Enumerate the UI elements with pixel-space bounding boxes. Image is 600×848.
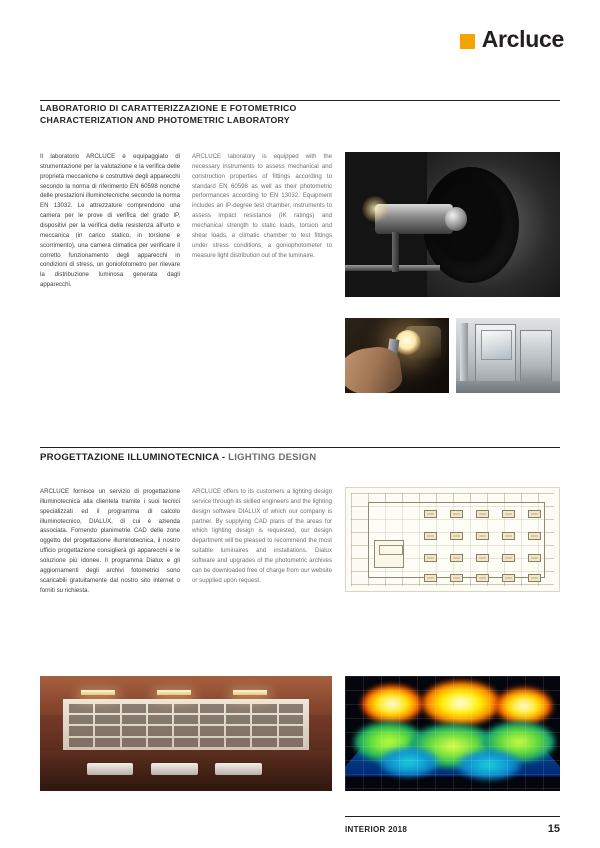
plan-luminaire [502, 510, 515, 518]
plan-luminaire [476, 554, 489, 562]
falsecolor-grid [345, 676, 560, 791]
section2-title-it: PROGETTAZIONE ILLUMINOTECNICA - [40, 452, 229, 463]
chamber-unit-main [475, 324, 517, 387]
render-desk [87, 763, 134, 775]
section1-divider [40, 100, 560, 101]
section2-heading [40, 452, 560, 463]
plan-luminaire [502, 574, 515, 582]
darkroom-illustration [345, 152, 560, 297]
dialux-floor-plan-drawing [345, 487, 560, 592]
plan-luminaire [450, 554, 463, 562]
plan-luminaire [450, 574, 463, 582]
plan-luminaire [528, 574, 541, 582]
section1-body-italian: Il laboratorio ARCLUCE è equipaggiato di strumentazione per la valutazione e la verifica delle proprietà meccaniche e costruttive degli apparecchi secondo la norma di riferimento EN 60598 nonché delle prestazioni illuminotecniche secondo la norma EN 13032. Le attrezzature comprendono una camera per le prove di verifica del grado IP, dispositivi per la verifica della resistenza all'urto e meccanica (in carico statico, in torsione e scorrimento), una camera climatica per verificare il corretto funzionamento degli apparecchi in condizioni di stress, un goniofotometro per rilevare la distribuzione luminosa generata dagli apparecchi. [40, 153, 180, 289]
plan-sub-room [374, 540, 404, 568]
section2-body-english: ARCLUCE offers to its customers a lighting design service through its skilled engineers and the lighting design software DIALUX of which our company is partner. By supplying CAD plans of the areas for which lighting design is requested, our design department will be pleased to recommend the most suitable luminaires and installations. Dialux software and upgrades of the photometric archives can be downloaded free of charge from our website or supplied upon request. [192, 488, 332, 584]
footer-catalog-label: INTERIOR 2018 [345, 825, 408, 834]
false-color-illuminance-render [345, 676, 560, 791]
brand-mark-icon [460, 34, 475, 49]
plan-luminaire [450, 532, 463, 540]
section2-divider [40, 447, 560, 448]
brand-name: Arcluce [481, 26, 564, 52]
chamber-pipe [460, 323, 468, 389]
plan-luminaire [424, 532, 437, 540]
render-luminaire [81, 690, 115, 695]
section1-title-it: LABORATORIO DI CARATTERIZZAZIONE E FOTOMETRICO [40, 103, 297, 113]
plan-luminaire [424, 554, 437, 562]
render-shelving [69, 704, 303, 748]
lamp-test-handheld-photo [345, 318, 449, 393]
goniophotometer-dark-room-photo [345, 152, 560, 297]
plan-luminaire [528, 554, 541, 562]
instrument-stand [392, 232, 399, 273]
light-glow [362, 196, 388, 222]
plan-luminaire [476, 574, 489, 582]
plan-luminaire [502, 532, 515, 540]
render-desk [215, 763, 262, 775]
page-footer [345, 823, 560, 835]
footer-divider [345, 816, 560, 817]
plan-luminaire [424, 574, 437, 582]
section1-heading [40, 103, 560, 125]
render-luminaire [157, 690, 191, 695]
plan-luminaire [476, 532, 489, 540]
section1-body-english: ARCLUCE laboratory is equipped with the necessary instruments to assess mechanical and construction properties of fittings according to standard EN 60598 as well as their photometric performances according to EN 13032. Equipment includes an IP-degree test chamber, instruments to assess impact resistance (IK ratings) and mechanical strength to static loads, torsion and shear loads, a climatic chamber to test fittings under stress conditions, a goniophotometer to measure light distribution out of the luminaire. [192, 153, 332, 259]
climatic-chamber-illustration [456, 318, 560, 393]
climatic-chamber-photo [456, 318, 560, 393]
plan-luminaire [476, 510, 489, 518]
lab-floor [456, 381, 560, 393]
render-desk [151, 763, 198, 775]
section2-body-italian: ARCLUCE fornisce un servizio di progettazione illuminotecnica alla clientela tramite i suoi tecnici specializzati ed il programma di calcolo illuminotecnico, DIALUX, di cui è azienda associata. Fornendo planimetrie CAD delle zone oggetto del progettazione illuminotecnica, il nostro ufficio progettazione consiglierà gli apparecchi e le soluzione più idonee. Il programma Dialux e gli aggiornamenti degli archivi fotometrici sono scaricabili gratuitamente dal nostro sito internet o forniti su richiesta. [40, 488, 180, 594]
lamp-test-illustration [345, 318, 449, 393]
interior-3d-render-library [40, 676, 332, 791]
plan-luminaire [528, 532, 541, 540]
chamber-unit-secondary [520, 330, 551, 383]
section1-title-en: CHARACTERIZATION AND PHOTOMETRIC LABORATORY [40, 115, 290, 125]
plan-luminaire [502, 554, 515, 562]
plan-luminaire [424, 510, 437, 518]
brand-logo [460, 26, 564, 53]
plan-luminaire [528, 510, 541, 518]
footer-page-number: 15 [547, 823, 560, 835]
section2-title-en: LIGHTING DESIGN [228, 452, 317, 463]
plan-luminaire [450, 510, 463, 518]
render-luminaire [233, 690, 267, 695]
